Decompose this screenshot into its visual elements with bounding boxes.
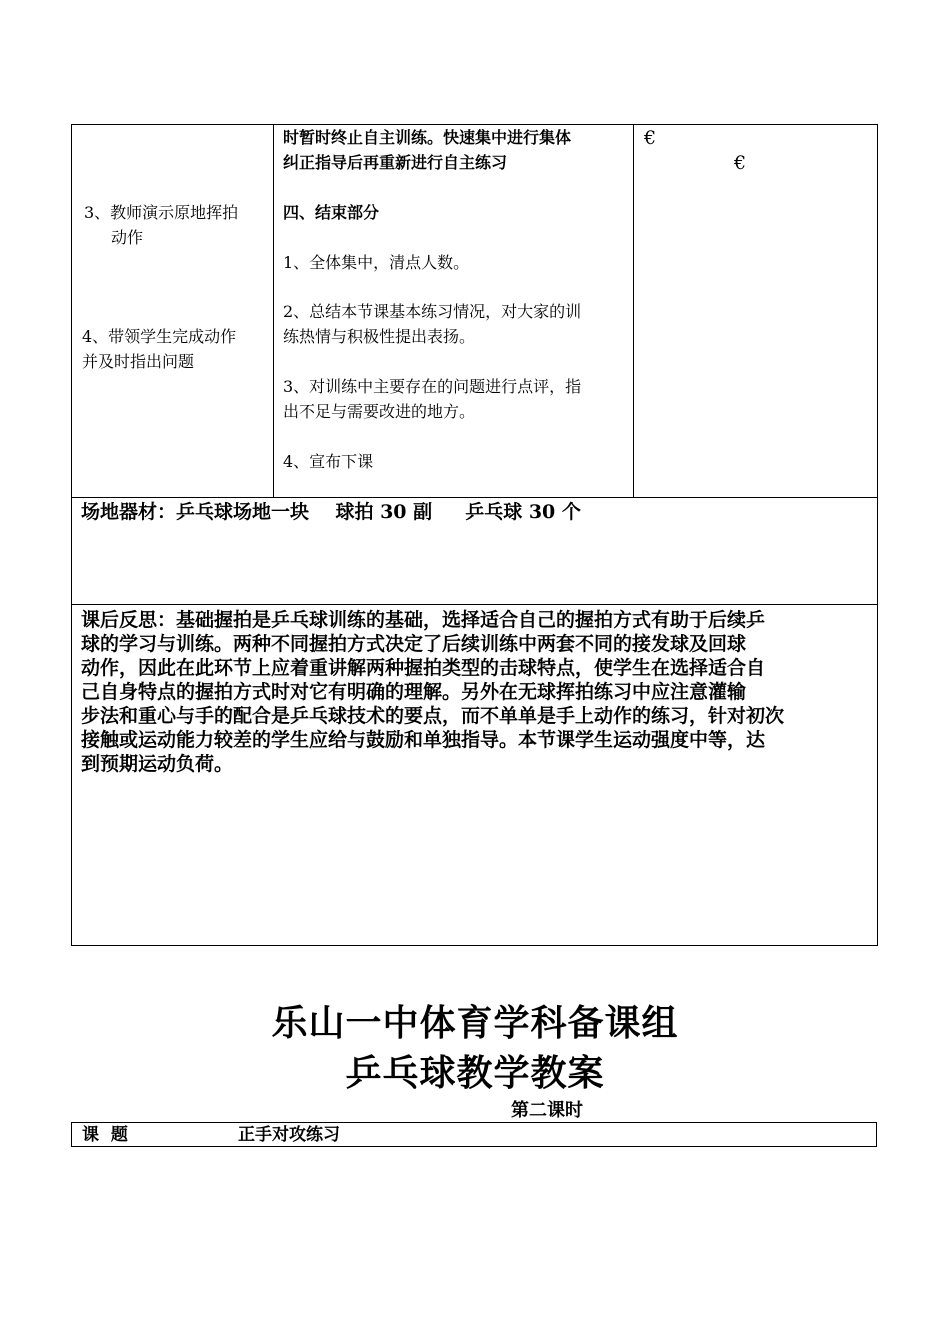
- table-left-border: [71, 124, 72, 946]
- reflection-line: 球的学习与训练。两种不同握拍方式决定了后续训练中两套不同的接发球及回球: [81, 633, 747, 655]
- closing-step-3-line2: 出不足与需要改进的地方。: [283, 402, 476, 421]
- closing-step-2-line1: 2、总结本节课基本练习情况，对大家的训: [283, 302, 582, 321]
- reflection-line: 课后反思：基础握拍是乒乓球训练的基础，选择适合自己的握拍方式有助于后续乒: [81, 609, 766, 631]
- lesson-period: 第二课时: [511, 1100, 583, 1121]
- closing-step-2-line2: 练热情与积极性提出表扬。: [283, 327, 476, 346]
- euro-symbol: €: [644, 127, 657, 149]
- topic-value: 正手对攻练习: [238, 1125, 340, 1145]
- closing-step-1: 1、全体集中，清点人数。: [283, 253, 470, 272]
- reflection-line: 步法和重心与手的配合是乒乓球技术的要点，而不单单是手上动作的练习，针对初次: [81, 705, 785, 727]
- content-line-1: 时暂时终止自主训练。快速集中进行集体: [283, 128, 572, 147]
- table-bottom-border: [71, 945, 878, 946]
- teacher-item-4-line1: 4、带领学生完成动作: [82, 327, 237, 346]
- document-subtitle: 乒乓球教学教案: [345, 1052, 605, 1094]
- reflection-line: 动作，因此在此环节上应着重讲解两种握拍类型的击球特点，使学生在选择适合自: [81, 657, 766, 679]
- table-row-divider: [71, 497, 878, 498]
- closing-step-3-line1: 3、对训练中主要存在的问题进行点评，指: [283, 377, 582, 396]
- teacher-item-3-line2: 动作: [111, 228, 144, 247]
- table-col-divider: [273, 124, 274, 498]
- table-right-border: [877, 124, 878, 946]
- table-row-divider: [71, 604, 878, 605]
- table-col-divider: [633, 124, 634, 498]
- equipment-text: 场地器材：乒乓球场地一块 球拍 30 副 乒乓球 30 个: [81, 501, 581, 523]
- topic-label: 课 题: [82, 1125, 128, 1145]
- euro-symbol: €: [734, 152, 747, 174]
- section-heading-closing: 四、结束部分: [283, 203, 380, 222]
- reflection-line: 己自身特点的握拍方式时对它有明确的理解。另外在无球挥拍练习中应注意灌输: [81, 681, 747, 703]
- content-line-2: 纠正指导后再重新进行自主练习: [283, 153, 508, 172]
- topic-row: [71, 1122, 877, 1147]
- reflection-line: 到预期运动负荷。: [81, 753, 234, 775]
- teacher-item-3-line1: 3、教师演示原地挥拍: [84, 203, 239, 222]
- document-title: 乐山一中体育学科备课组: [271, 1002, 679, 1044]
- closing-step-4: 4、宣布下课: [283, 452, 374, 471]
- teacher-item-4-line2: 并及时指出问题: [82, 352, 195, 371]
- reflection-line: 接触或运动能力较差的学生应给与鼓励和单独指导。本节课学生运动强度中等，达: [81, 729, 766, 751]
